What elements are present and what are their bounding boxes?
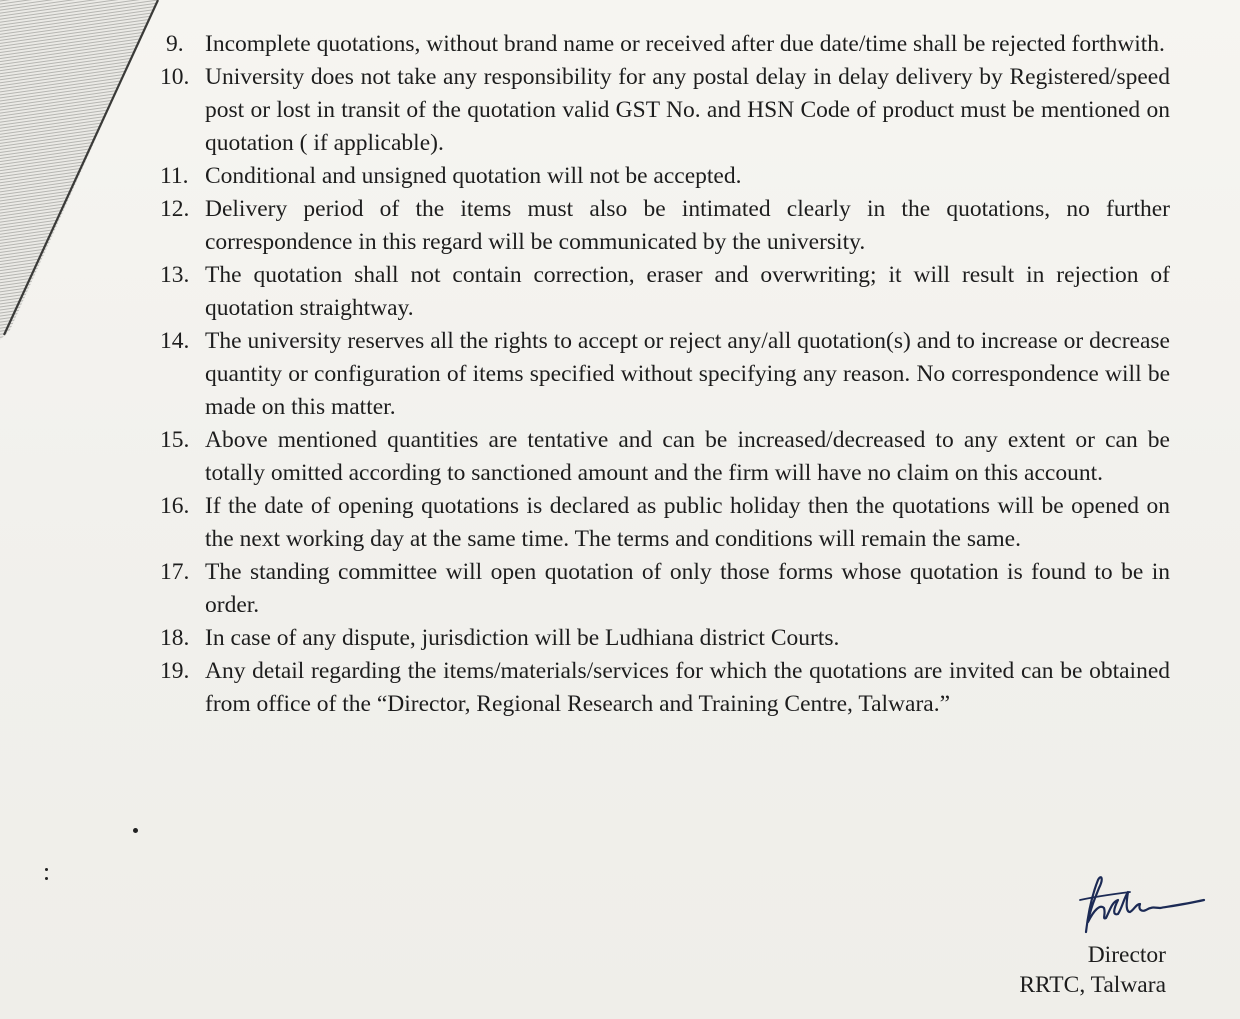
term-item [160, 61, 1170, 160]
term-text: University does not take any responsibility for any postal delay in delay delivery by Registered/speed post or lost in transit of the quotation valid GST No. and HSN Code of product must be mentioned on quotation ( if applicable). [205, 64, 1170, 156]
signatory-organization: RRTC, Talwara [1019, 972, 1166, 998]
term-number: 9. [166, 31, 184, 57]
term-text: The university reserves all the rights to accept or reject any/all quotation(s) and to increase or decrease quantity or configuration of items specified without specifying any reason. No correspondence will be made on this matter. [205, 328, 1170, 420]
term-text: Delivery period of the items must also be intimated clearly in the quotations, no further correspondence in this regard will be communicated by the university. [205, 196, 1170, 255]
handwritten-signature [1068, 870, 1213, 945]
signatory-title: Director [1087, 942, 1166, 968]
term-number: 18. [160, 625, 190, 651]
term-text: Conditional and unsigned quotation will not be accepted. [205, 163, 742, 189]
term-number: 17. [160, 559, 190, 585]
term-item [160, 193, 1170, 259]
term-text: Incomplete quotations, without brand name or received after due date/time shall be rejected forthwith. [205, 31, 1165, 57]
term-item [160, 490, 1170, 556]
term-number: 14. [160, 328, 190, 354]
term-text: If the date of opening quotations is declared as public holiday then the quotations will be opened on the next working day at the same time. The terms and conditions will remain the same. [205, 493, 1170, 552]
term-item [160, 325, 1170, 424]
term-text: The standing committee will open quotation of only those forms whose quotation is found to be in order. [205, 559, 1170, 618]
term-number: 10. [160, 64, 190, 90]
term-number: 16. [160, 493, 190, 519]
term-number: 12. [160, 196, 190, 222]
term-text: In case of any dispute, jurisdiction will be Ludhiana district Courts. [205, 625, 840, 651]
term-item [160, 28, 1170, 61]
scan-edge-artifact [0, 0, 175, 340]
term-number: 13. [160, 262, 190, 288]
term-number: 19. [160, 658, 190, 684]
scan-speck [45, 877, 48, 880]
scan-speck [45, 868, 48, 871]
term-item [160, 160, 1170, 193]
term-item [160, 556, 1170, 622]
term-text: Any detail regarding the items/materials/services for which the quotations are invited can be obtained from office of the “Director, Regional Research and Training Centre, Talwara.” [205, 658, 1170, 717]
term-item [160, 424, 1170, 490]
scan-speck [133, 828, 138, 833]
term-item [160, 259, 1170, 325]
term-number: 11. [160, 163, 189, 189]
terms-list [160, 28, 1170, 721]
term-number: 15. [160, 427, 190, 453]
term-item [160, 622, 1170, 655]
term-text: Above mentioned quantities are tentative and can be increased/decreased to any extent or can be totally omitted according to sanctioned amount and the firm will have no claim on this account. [205, 427, 1170, 486]
term-item [160, 655, 1170, 721]
term-text: The quotation shall not contain correction, eraser and overwriting; it will result in rejection of quotation straightway. [205, 262, 1170, 321]
